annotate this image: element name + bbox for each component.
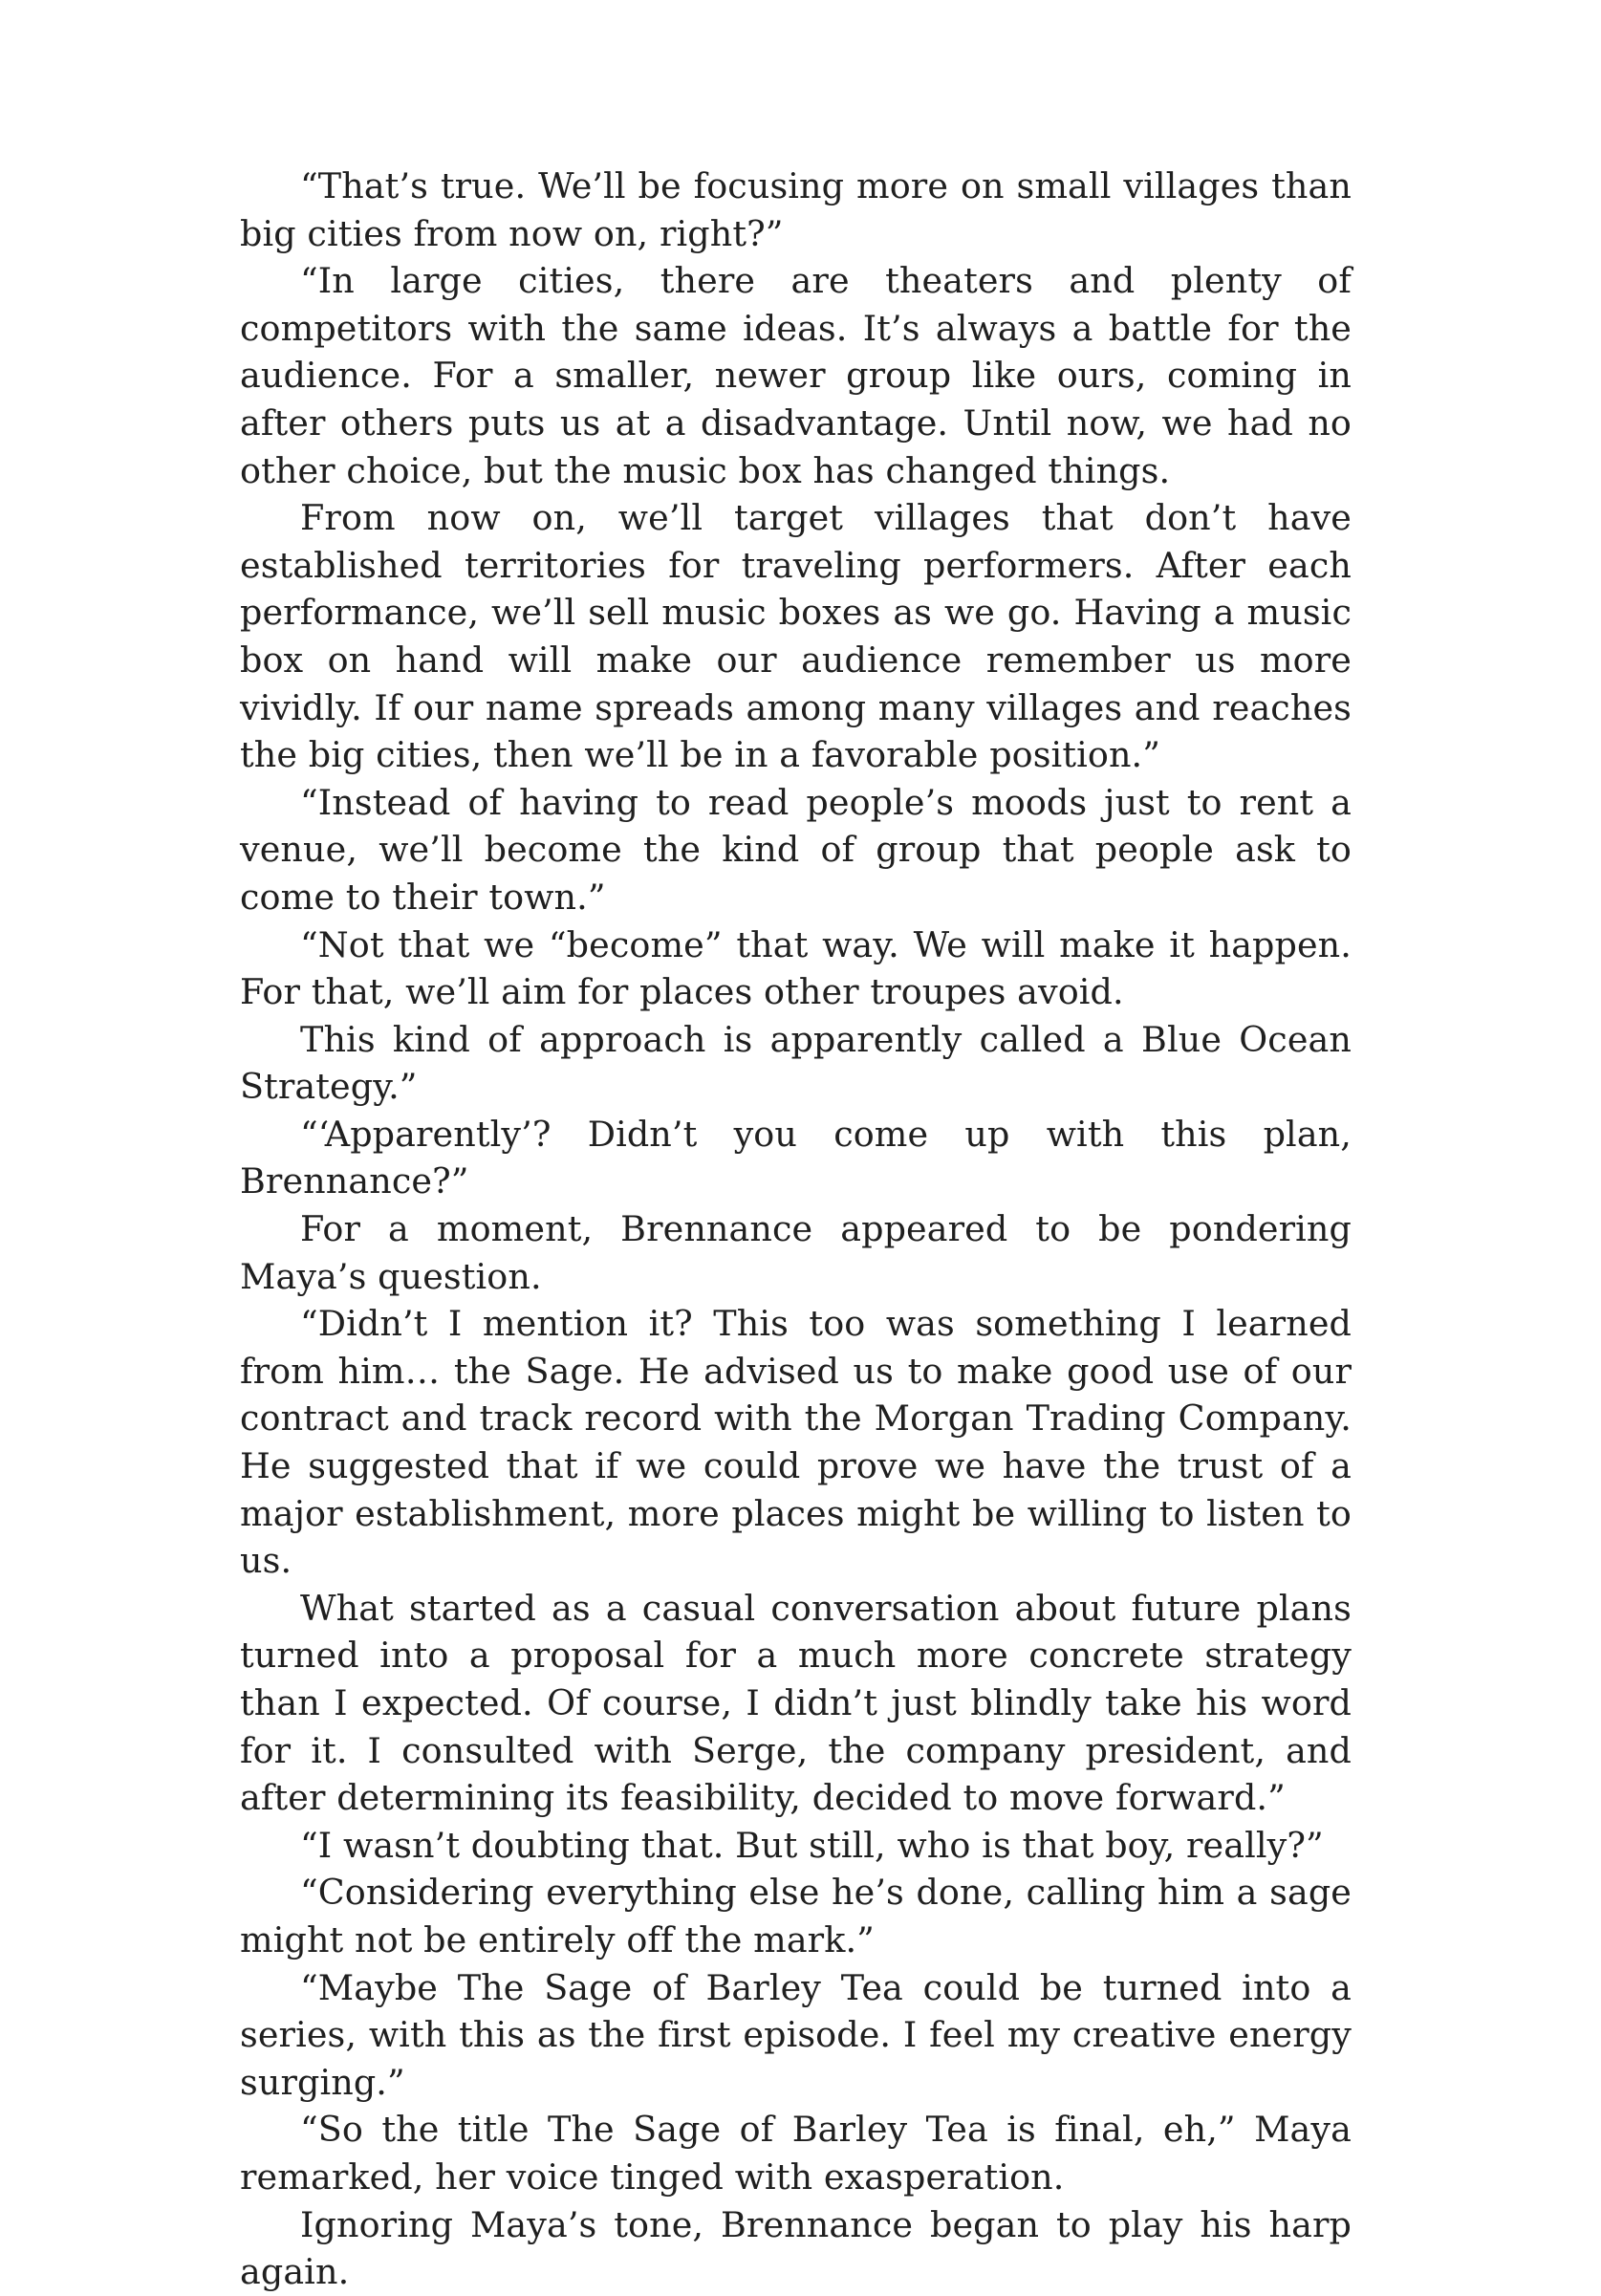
- paragraph: “Not that we “become” that way. We will make it happen. For that, we’ll aim for places other troupes avoid.: [240, 923, 1352, 1013]
- book-page: [240, 162, 1352, 2296]
- paragraph: Ignoring Maya’s tone, Brennance began to play his harp again.: [240, 2203, 1352, 2293]
- paragraph: “Considering everything else he’s done, calling him a sage might not be entirely off the mark.”: [240, 1872, 1352, 1960]
- paragraph: “Maybe The Sage of Barley Tea could be turned into a series, with this as the first episode. I feel my creative energy surging.”: [240, 1966, 1352, 2103]
- paragraph: “Didn’t I mention it? This too was something I learned from him… the Sage. He advised us to make good use of our contract and track record with the Morgan Trading Company. He suggested that if we could prove we have the trust of a major establishment, more places might be willing to listen to us.: [240, 1303, 1352, 1582]
- paragraph: “That’s true. We’ll be focusing more on small villages than big cities from now on, right?”: [240, 165, 1352, 254]
- paragraph: “In large cities, there are theaters and plenty of competitors with the same ideas. It’s always a battle for the audience. For a smaller, newer group like ours, coming in after others puts us at a disadvantage. Until now, we had no other choice, but the music box has changed things.: [240, 260, 1352, 491]
- paragraph: “So the title The Sage of Barley Tea is final, eh,” Maya remarked, her voice tinged with exasperation.: [240, 2109, 1352, 2198]
- paragraph: “‘Apparently’? Didn’t you come up with this plan, Brennance?”: [240, 1113, 1352, 1202]
- paragraph: For a moment, Brennance appeared to be pondering Maya’s question.: [240, 1208, 1352, 1297]
- paragraph: What started as a casual conversation about future plans turned into a proposal for a much more concrete strategy than I expected. Of course, I didn’t just blindly take his word for it. I consulted with Serge, the company president, and after determining its feasibility, decided to move forward.”: [240, 1587, 1352, 1819]
- paragraph: From now on, we’ll target villages that don’t have established territories for traveling performers. After each performance, we’ll sell music boxes as we go. Having a music box on hand will make our audience remember us more vividly. If our name spreads among many villages and reaches the big cities, then we’ll be in a favorable position.”: [240, 497, 1352, 776]
- paragraph: This kind of approach is apparently called a Blue Ocean Strategy.”: [240, 1018, 1352, 1108]
- paragraph: “Instead of having to read people’s moods just to rent a venue, we’ll become the kind of group that people ask to come to their town.”: [240, 781, 1352, 918]
- paragraph: “I wasn’t doubting that. But still, who is that boy, really?”: [300, 1824, 1324, 1866]
